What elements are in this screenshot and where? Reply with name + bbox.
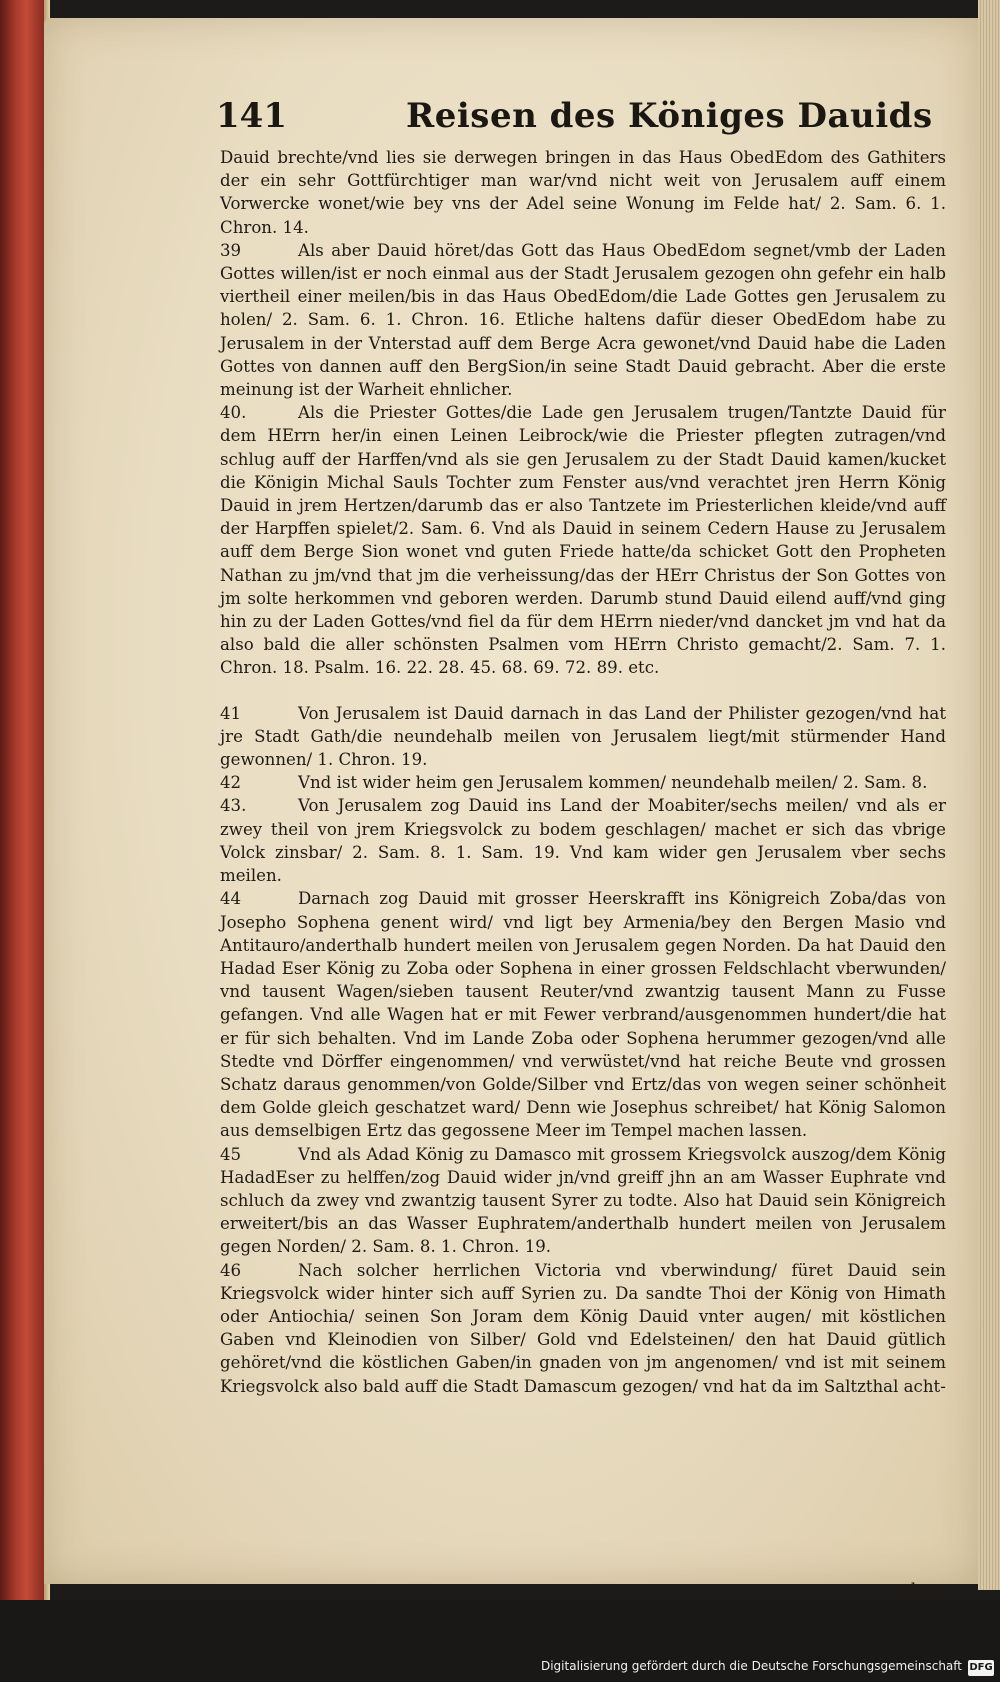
paragraph-text: Dauid brechte/vnd lies sie derwegen bringen in das Haus ObedEdom des Gathiters der ein sehr Gottfürchtiger man war/vnd nicht weit von Jerusalem auff einem Vorwercke wonet/wie bey vns der Adel seine Wonung im Felde hat/ 2. Sam. 6. 1. Chron. 14. xyxy=(220,148,946,237)
paragraph-46 xyxy=(220,1259,946,1398)
catchword: zehen xyxy=(892,1580,942,1599)
page-header xyxy=(216,96,976,136)
paragraph-number: 39 xyxy=(220,240,242,260)
footer-bar xyxy=(0,1600,1000,1682)
page-number: 141 xyxy=(216,96,287,136)
paragraph-continued xyxy=(220,146,946,239)
paragraph-number: 43. xyxy=(220,796,247,816)
paragraph-text: Von Jerusalem zog Dauid ins Land der Moabiter/sechs meilen/ vnd als er zwey theil von jrem Kriegsvolck zu bodem geschlagen/ machet er sich das vbrige Volck zinsbar/ 2. Sam. 8. 1. Sam. 19. Vnd kam wider gen Jerusalem vber sechs meilen. xyxy=(220,796,946,886)
paragraph-text: Von Jerusalem ist Dauid darnach in das Land der Philister gezogen/vnd hat jre Stadt Gath/die neundehalb meilen von Jerusalem liegt/mit stürmender Hand gewonnen/ 1. Chron. 19. xyxy=(220,703,946,770)
paragraph-text: Nach solcher herrlichen Victoria vnd vberwindung/ füret Dauid sein Kriegsvolck wider hinter sich auff Syrien zu. Da sandte Thoi der König von Himath oder Antiochia/ seinen Son Joram dem König Dauid vnter augen/ mit köstlichen Gaben vnd Kleinodien von Silber/ Gold vnd Edelsteinen/ den hat Dauid gütlich gehöret/vnd die köstlichen Gaben/in gnaden von jm angenomen/ vnd ist mit seinem Kriegsvolck also bald auff die Stadt Damascum gezogen/ vnd hat da im Saltzthal acht- xyxy=(220,1260,946,1396)
page-stack-edge xyxy=(978,0,1000,1590)
paragraph-44 xyxy=(220,887,946,1142)
paragraph-text: Darnach zog Dauid mit grosser Heerskrafft ins Königreich Zoba/das von Josepho Sophena genent wird/ vnd ligt bey Armenia/bey den Bergen Masio vnd Antitauro/anderthalb hundert meilen von Jerusalem gegen Norden. Da hat Dauid den Hadad Eser König zu Zoba oder Sophena in einer grossen Feldschlacht vberwunden/ vnd tausent Wagen/sieben tausent Reuter/vnd zwantzig tausent Mann zu Fusse gefangen. Vnd alle Wagen hat er mit Fewer verbrand/ausgenommen hundert/die hat er für sich behalten. Vnd im Lande Zoba oder Sophena herummer gezogen/vnd alle Stedte vnd Dörffer eingenommen/ vnd verwüstet/vnd hat reiche Beute vnd grossen Schatz daraus genommen/von Golde/Silber vnd Ertz/das von wegen seiner schönheit dem Golde gleich geschatzet ward/ Denn wie Josephus schreibet/ hat König Salomon aus demselbigen Ertz das gegossene Meer im Tempel machen lassen. xyxy=(220,889,946,1141)
paragraph-43 xyxy=(220,794,946,887)
paragraph-number: 40. xyxy=(220,403,247,423)
paragraph-text: Vnd als Adad König zu Damasco mit grossem Kriegsvolck auszog/dem König HadadEser zu helffen/zog Dauid wider jn/vnd greiff jhn an am Wasser Euphrate vnd schluch da zwey vnd zwantzig tausent Syrer zu todte. Also hat Dauid sein Königreich erweitert/bis an das Wasser Euphratem/anderthalb hundert meilen von Jerusalem gegen Norden/ 2. Sam. 8. 1. Chron. 19. xyxy=(220,1144,946,1257)
dfg-logo: DFG xyxy=(968,1660,994,1676)
paragraph-number: 44 xyxy=(220,889,242,909)
funding-credit: Digitalisierung gefördert durch die Deutsche Forschungsgemeinschaft xyxy=(540,1659,962,1673)
main-text xyxy=(220,146,946,1398)
paragraph-number: 46 xyxy=(220,1260,242,1280)
paragraph-text: Als die Priester Gottes/die Lade gen Jerusalem trugen/Tantzte Dauid für dem HErrn her/in einen Leinen Leibrock/wie die Priester pflegten zutragen/vnd schlug auff der Harffen/vnd als sie gen Jerusalem zu der Stadt Dauid kamen/kucket die Königin Michal Sauls Tochter zum Fenster aus/vnd verachtet jren Herrn König Dauid in jrem Hertzen/darumb das er also Tantzete im Priesterlichen kleide/vnd auff der Harpffen spielet/2. Sam. 6. Vnd als Dauid in seinem Cedern Hause zu Jerusalem auff dem Berge Sion wonet vnd guten Friede hatte/da schicket Gott den Propheten Nathan zu jm/vnd that jm die verheissung/das der HErr Christus der Son Gottes von jm solte herkommen vnd geboren werden. Darumb stund Dauid eilend auff/vnd ging hin zu der Laden Gottes/vnd fiel da für dem HErrn nieder/vnd dancket jm vnd hat da also bald die aller schönsten Psalmen vom HErrn Christo gemacht/2. Sam. 7. 1. Chron. 18. Psalm. 16. 22. 28. 45. 68. 69. 72. 89. etc. xyxy=(220,403,946,678)
paragraph-42 xyxy=(220,771,946,794)
paragraph-text: Vnd ist wider heim gen Jerusalem kommen/ neundehalb meilen/ 2. Sam. 8. xyxy=(298,773,928,793)
running-title: Reisen des Königes Dauids xyxy=(406,96,933,136)
book-binding-edge xyxy=(0,0,44,1600)
paragraph-number: 42 xyxy=(220,773,242,793)
paragraph-number: 45 xyxy=(220,1144,242,1164)
paragraph-number: 41 xyxy=(220,703,242,723)
paragraph-39 xyxy=(220,239,946,401)
paragraph-40 xyxy=(220,401,946,679)
paragraph-41 xyxy=(220,702,946,772)
paragraph-45 xyxy=(220,1143,946,1259)
paragraph-text: Als aber Dauid höret/das Gott das Haus ObedEdom segnet/vmb der Laden Gottes willen/ist er noch einmal aus der Stadt Jerusalem gezogen ohn gefehr ein halb viertheil einer meilen/bis in das Haus ObedEdom/die Lade Gottes gen Jerusalem zu holen/ 2. Sam. 6. 1. Chron. 16. Etliche haltens dafür dieser ObedEdom habe zu Jerusalem in der Vnterstad auff dem Berge Acra gewonet/vnd Dauid habe die Laden Gottes von dannen auff den BergSion/in seine Stadt Dauid gebracht. Aber die erste meinung ist der Warheit ehnlicher. xyxy=(220,240,946,400)
